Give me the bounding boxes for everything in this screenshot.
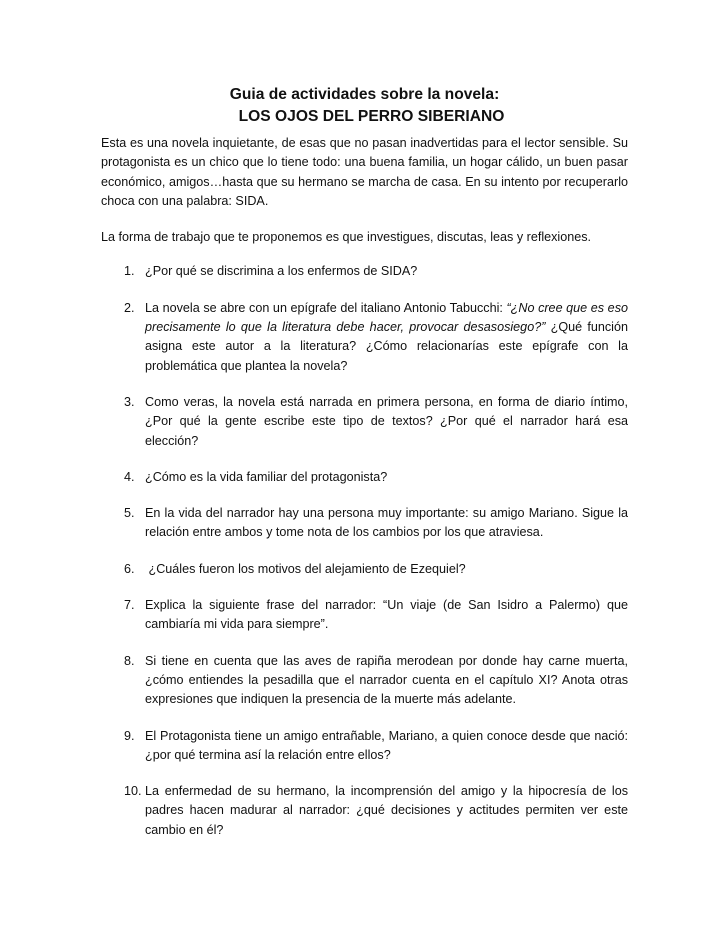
epigraph-quote: “¿No cree que es eso precisamente lo que la literatura debe hacer, provocar desasosiego?” — [145, 300, 628, 335]
question-text: Como veras, la novela está narrada en primera persona, en forma de diario íntimo, ¿Por qué la gente escribe este tipo de textos? ¿Por qué el narrador hará esa elección? — [145, 394, 628, 448]
question-number: 10. — [124, 784, 142, 799]
question-text: ¿Cuáles fueron los motivos del alejamiento de Ezequiel? — [145, 561, 466, 576]
question-item-9 — [101, 727, 628, 766]
question-text: En la vida del narrador hay una persona muy importante: su amigo Mariano. Sigue la relación entre ambos y tome nota de los cambios por los que atraviesa. — [145, 506, 628, 540]
question-item-1 — [101, 262, 628, 281]
question-item-4 — [101, 468, 628, 487]
questions-list — [101, 262, 628, 840]
question-text: ¿Por qué se discrimina a los enfermos de SIDA? — [145, 264, 418, 279]
question-text: Si tiene en cuenta que las aves de rapiña merodean por donde hay carne muerta, ¿cómo entiendes la pesadilla que el narrador cuenta en el capítulo XI? Anota otras expresiones que indiquen la presencia de la muerte más adelante. — [145, 653, 628, 707]
question-text: ¿Cómo es la vida familiar del protagonista? — [145, 469, 388, 484]
question-item-7 — [101, 596, 628, 635]
question-text: El Protagonista tiene un amigo entrañable, Mariano, a quien conoce desde que nació: ¿por qué termina así la relación entre ellos? — [145, 728, 628, 762]
question-text: La enfermedad de su hermano, la incomprensión del amigo y la hipocresía de los padres hacen madurar al narrador: ¿qué decisiones y actitudes permiten ver este cambio en él? — [145, 784, 628, 837]
question-item-2 — [101, 299, 628, 376]
question-number: 2. — [124, 300, 135, 315]
work-paragraph: La forma de trabajo que te proponemos es que investigues, discutas, leas y reflexiones. — [101, 230, 592, 245]
document-title — [101, 84, 628, 128]
question-text-before: La novela se abre con un epígrafe del italiano Antonio Tabucchi: — [145, 300, 507, 315]
question-number: 8. — [124, 653, 135, 668]
question-text: Explica la siguiente frase del narrador: “Un viaje (de San Isidro a Palermo) que cambiaría mi vida para siempre”. — [145, 598, 628, 632]
question-number: 4. — [124, 469, 135, 484]
question-number: 7. — [124, 598, 135, 613]
question-number: 3. — [124, 394, 135, 409]
question-number: 9. — [124, 728, 135, 743]
intro-paragraph: Esta es una novela inquietante, de esas que no pasan inadvertidas para el lector sensible. Su protagonista es un chico que lo tiene todo: una buena familia, un hogar cálido, un buen pasar económico, amigos…hasta que su hermano se marcha de casa. En su intento por recuperarlo choca con una palabra: SIDA. — [101, 136, 628, 208]
question-item-5 — [101, 504, 628, 543]
document-page — [101, 84, 628, 857]
question-number: 1. — [124, 264, 135, 279]
title-line-1: Guia de actividades sobre la novela: — [229, 86, 500, 103]
title-line-2: LOS OJOS DEL PERRO SIBERIANO — [238, 108, 505, 125]
question-item-10 — [101, 782, 628, 840]
question-number: 6. — [124, 561, 135, 576]
question-number: 5. — [124, 506, 135, 521]
question-item-8 — [101, 652, 628, 710]
question-text — [145, 299, 628, 376]
question-item-6 — [101, 560, 628, 579]
question-item-3 — [101, 393, 628, 451]
question-text-after: ¿Qué función asigna este autor a la literatura? ¿Cómo relacionarías este epígrafe con la problemática que plantea la novela? — [145, 320, 628, 373]
